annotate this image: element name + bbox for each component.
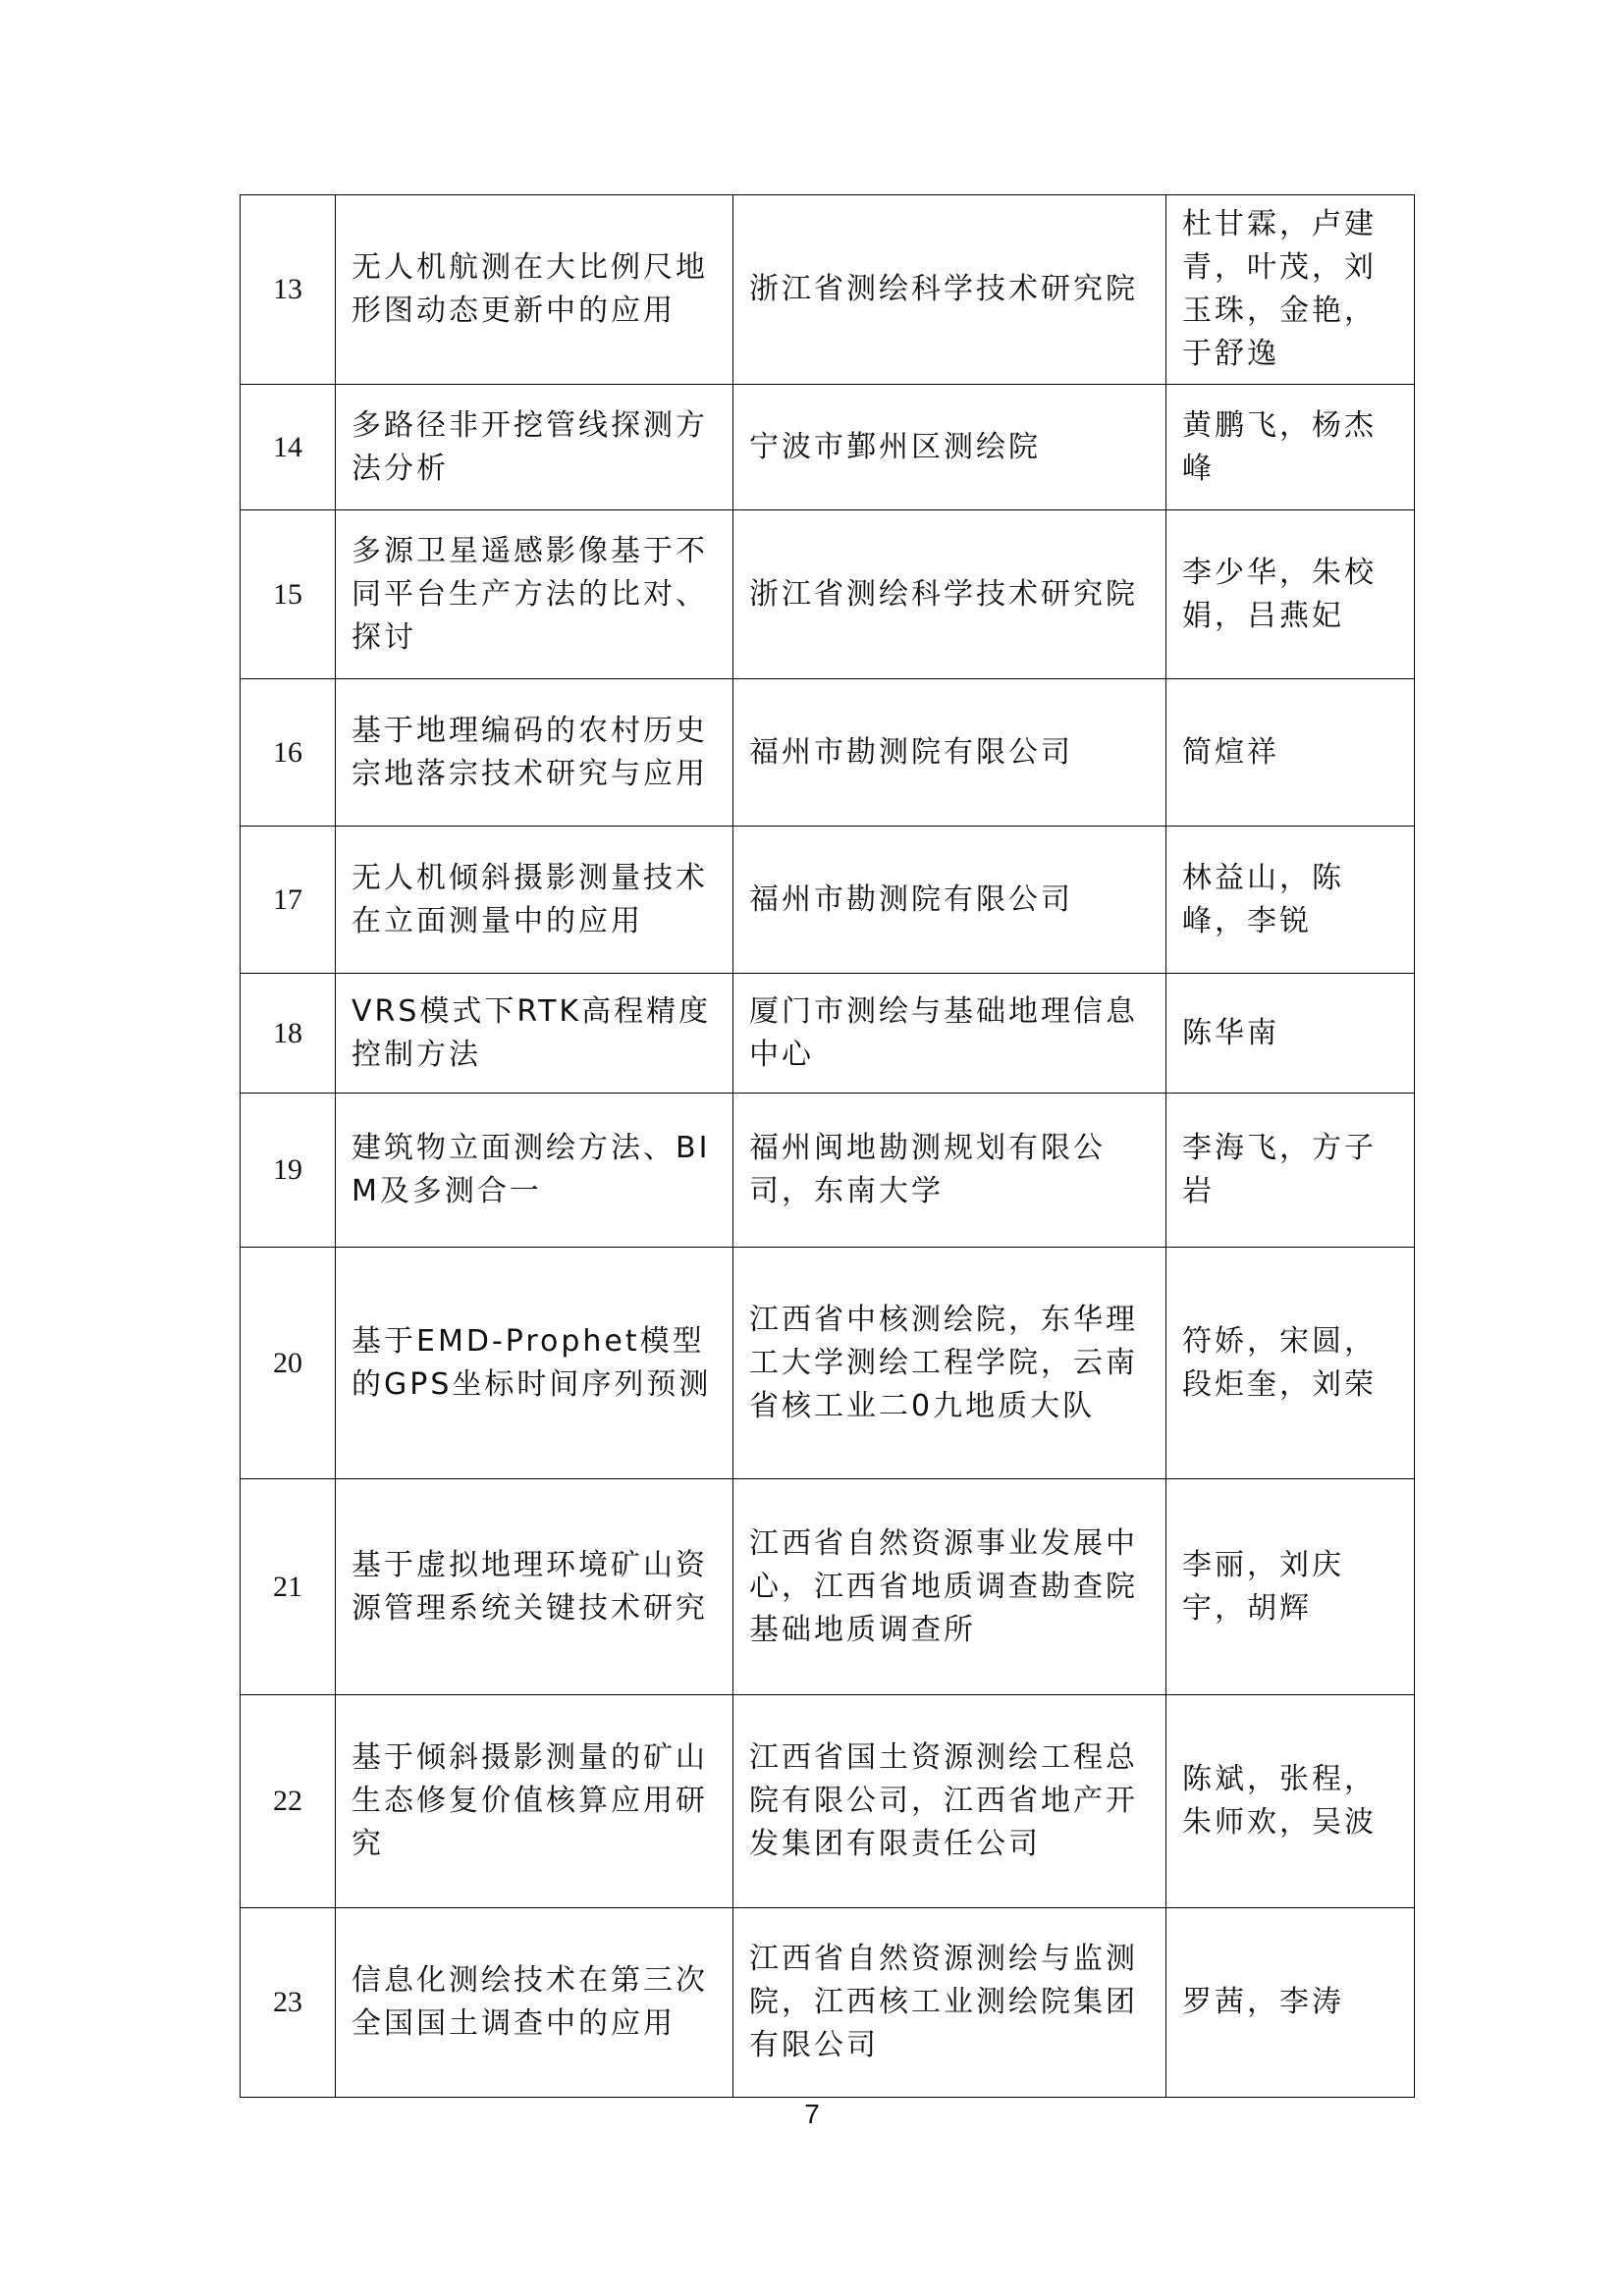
awards-table [240,194,1415,2098]
organization: 江西省自然资源事业发展中心，江西省地质调查勘查院基础地质调查所 [733,1479,1166,1695]
organization: 福州市勘测院有限公司 [733,827,1166,974]
table-row [241,1248,1415,1479]
organization: 福州闽地勘测规划有限公司，东南大学 [733,1094,1166,1248]
organization: 江西省中核测绘院，东华理工大学测绘工程学院，云南省核工业二0九地质大队 [733,1248,1166,1479]
paper-title: 多源卫星遥感影像基于不同平台生产方法的比对、探讨 [336,510,733,679]
organization: 江西省自然资源测绘与监测院，江西核工业测绘院集团有限公司 [733,1908,1166,2098]
organization: 江西省国土资源测绘工程总院有限公司，江西省地产开发集团有限责任公司 [733,1695,1166,1908]
organization: 浙江省测绘科学技术研究院 [733,510,1166,679]
table-row [241,1695,1415,1908]
authors: 符娇，宋圆，段炬奎，刘荣 [1166,1248,1415,1479]
table-row [241,1908,1415,2098]
table-row [241,1094,1415,1248]
table-row [241,827,1415,974]
row-number: 16 [241,679,336,827]
row-number: 23 [241,1908,336,2098]
authors: 李丽，刘庆宇，胡辉 [1166,1479,1415,1695]
authors: 陈华南 [1166,974,1415,1094]
row-number: 13 [241,195,336,385]
authors: 陈斌，张程，朱师欢，吴波 [1166,1695,1415,1908]
table-row [241,679,1415,827]
table-row [241,195,1415,385]
row-number: 15 [241,510,336,679]
paper-title: 基于虚拟地理环境矿山资源管理系统关键技术研究 [336,1479,733,1695]
authors: 黄鹏飞，杨杰峰 [1166,385,1415,510]
organization: 宁波市鄞州区测绘院 [733,385,1166,510]
row-number: 18 [241,974,336,1094]
organization: 福州市勘测院有限公司 [733,679,1166,827]
paper-title: 基于地理编码的农村历史宗地落宗技术研究与应用 [336,679,733,827]
table-row [241,1479,1415,1695]
paper-title: 多路径非开挖管线探测方法分析 [336,385,733,510]
organization: 浙江省测绘科学技术研究院 [733,195,1166,385]
table-row [241,385,1415,510]
paper-title: 无人机倾斜摄影测量技术在立面测量中的应用 [336,827,733,974]
table-row [241,510,1415,679]
row-number: 20 [241,1248,336,1479]
row-number: 19 [241,1094,336,1248]
authors: 林益山，陈峰，李锐 [1166,827,1415,974]
row-number: 22 [241,1695,336,1908]
row-number: 17 [241,827,336,974]
paper-title: 无人机航测在大比例尺地形图动态更新中的应用 [336,195,733,385]
organization: 厦门市测绘与基础地理信息中心 [733,974,1166,1094]
page-number: 7 [804,2099,820,2129]
paper-title: 基于倾斜摄影测量的矿山生态修复价值核算应用研究 [336,1695,733,1908]
paper-title: VRS模式下RTK高程精度控制方法 [336,974,733,1094]
authors: 李少华，朱校娟，吕燕妃 [1166,510,1415,679]
paper-title: 基于EMD-Prophet模型的GPS坐标时间序列预测 [336,1248,733,1479]
authors: 李海飞，方子岩 [1166,1094,1415,1248]
authors: 罗茜，李涛 [1166,1908,1415,2098]
authors: 杜甘霖，卢建青，叶茂，刘玉珠，金艳，于舒逸 [1166,195,1415,385]
authors: 简煊祥 [1166,679,1415,827]
table-row [241,974,1415,1094]
row-number: 14 [241,385,336,510]
row-number: 21 [241,1479,336,1695]
paper-title: 建筑物立面测绘方法、BIM及多测合一 [336,1094,733,1248]
paper-title: 信息化测绘技术在第三次全国国土调查中的应用 [336,1908,733,2098]
